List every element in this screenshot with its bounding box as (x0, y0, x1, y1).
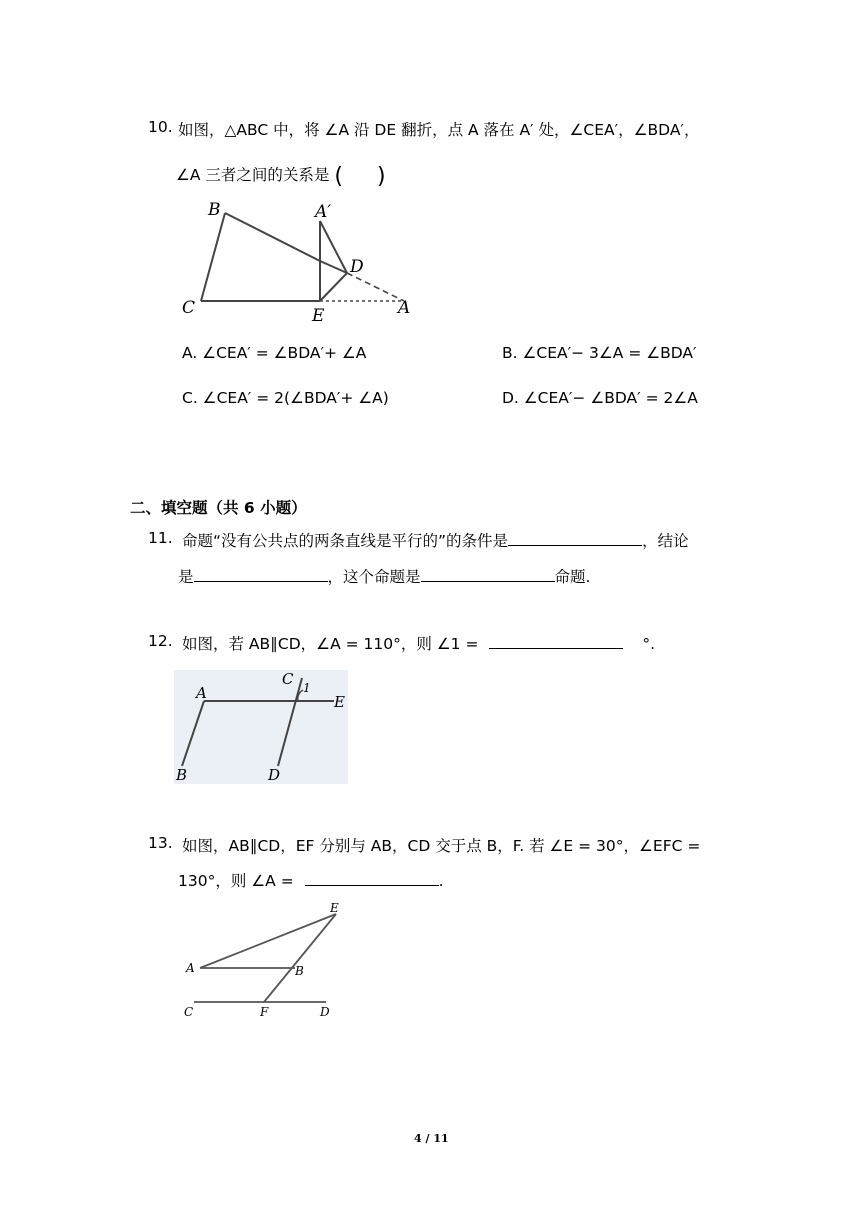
q13-label-D: D (320, 1005, 330, 1019)
q12-text-unit: °. (642, 635, 656, 653)
q12-label-D: D (268, 766, 281, 784)
q13-label-F: F (260, 1005, 269, 1019)
q10-label-A: A (398, 298, 411, 318)
q12-blank-angle[interactable] (489, 634, 623, 649)
q10-option-B: B. ∠CEA′− 3∠A = ∠BDA′ (502, 344, 697, 362)
q12-label-angle1: 1 (303, 681, 311, 695)
q10-stem-line2-text: ∠A 三者之间的关系是 (176, 166, 330, 184)
page-number: 4 / 11 (414, 1132, 449, 1145)
q13-transversal-diagram (180, 898, 350, 1022)
q10-paren-open: ( (334, 164, 343, 189)
q10-label-B: B (208, 200, 221, 220)
q12-parallel-lines-diagram (174, 670, 348, 784)
q11-line1-tail: ，结论 (642, 532, 689, 550)
q11-number: 11. (148, 529, 173, 547)
q11-blank-condition[interactable] (508, 531, 642, 546)
q10-label-C: C (182, 298, 196, 318)
q10-figure (174, 195, 418, 323)
q13-label-B: B (295, 964, 304, 978)
q13-label-A: A (186, 961, 195, 975)
q12-label-B: B (176, 766, 188, 784)
q13-line2 (178, 869, 444, 891)
q10-triangle-diagram (174, 195, 418, 323)
q11-line2-text: 是 (178, 568, 194, 586)
q12-text-main: 如图，若 AB∥CD，∠A = 110°，则 ∠1 = (182, 635, 479, 653)
q12-text (182, 632, 655, 654)
q13-label-C: C (184, 1005, 194, 1019)
q12-label-A: A (196, 684, 207, 702)
q11-line1-text: 命题“没有公共点的两条直线是平行的”的条件是 (182, 532, 509, 550)
q11-blank-type[interactable] (421, 567, 555, 582)
q13-blank-angle[interactable] (305, 871, 439, 886)
q11-line2-tail: 命题. (554, 568, 591, 586)
q13-line1: 如图，AB∥CD，EF 分别与 AB，CD 交于点 B，F. 若 ∠E = 30°，∠EFC = (182, 837, 701, 855)
q11-line1 (182, 529, 689, 551)
q11-blank-conclusion[interactable] (194, 567, 328, 582)
q10-label-E: E (312, 306, 325, 323)
q13-number: 13. (148, 834, 173, 852)
q12-figure (174, 670, 348, 784)
q12-label-C: C (282, 670, 294, 688)
q10-label-D: D (350, 257, 364, 277)
section-title: 二、填空题（共 6 小题） (130, 499, 307, 517)
q12-label-E: E (334, 693, 345, 711)
q10-label-A-prime: A′ (315, 202, 332, 222)
q10-option-A: A. ∠CEA′ = ∠BDA′+ ∠A (182, 344, 367, 362)
q13-figure (180, 898, 350, 1022)
q12-number: 12. (148, 632, 173, 650)
q10-option-C: C. ∠CEA′ = 2(∠BDA′+ ∠A) (182, 389, 389, 407)
q11-line2-mid: ，这个命题是 (327, 568, 421, 586)
q13-label-E: E (330, 901, 339, 915)
q10-paren-close: ) (376, 164, 386, 189)
q10-option-D: D. ∠CEA′− ∠BDA′ = 2∠A (502, 389, 698, 407)
q10-stem-line1: 如图，△ABC 中，将 ∠A 沿 DE 翻折，点 A 落在 A′ 处，∠CEA′，∠BDA′， (178, 121, 700, 139)
q10-number: 10. (148, 118, 173, 136)
q10-stem-line2 (176, 163, 386, 188)
q13-line2-text: 130°，则 ∠A = (178, 872, 294, 890)
q13-line2-tail: . (438, 872, 444, 890)
q11-line2 (178, 565, 590, 587)
